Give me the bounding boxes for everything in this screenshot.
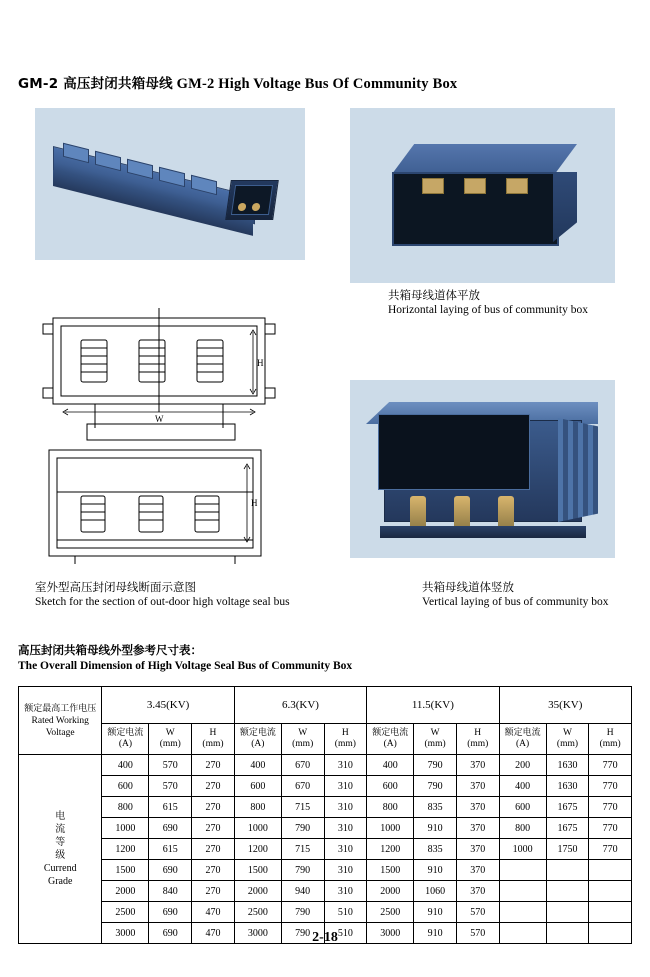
table-subheader-current-3: 额定电流 (A) <box>499 724 546 755</box>
cell: 3000 <box>234 923 281 944</box>
cell <box>546 860 589 881</box>
table-row <box>19 797 632 818</box>
cell: 690 <box>149 818 192 839</box>
table-group-header-0: 3.45(KV) <box>102 687 234 724</box>
cell: 690 <box>149 923 192 944</box>
cell: 270 <box>192 881 235 902</box>
cell: 1200 <box>102 839 149 860</box>
section-drawing-svg <box>35 300 305 570</box>
table-subheader-current-2: 额定电流 (A) <box>367 724 414 755</box>
cell: 310 <box>324 776 367 797</box>
cell <box>499 860 546 881</box>
cell: 370 <box>456 776 499 797</box>
cell: 715 <box>281 839 324 860</box>
cell <box>589 860 632 881</box>
table-row <box>19 881 632 902</box>
cell: 1675 <box>546 797 589 818</box>
cell: 370 <box>456 839 499 860</box>
cell: 1200 <box>367 839 414 860</box>
table-row <box>19 860 632 881</box>
caption-vertical-laying-en: Vertical laying of bus of community box <box>422 596 609 608</box>
table-group-header-3: 35(KV) <box>499 687 631 724</box>
cell: 2500 <box>367 902 414 923</box>
cell: 310 <box>324 818 367 839</box>
drawing-label-w-upper: W <box>155 414 164 424</box>
cell <box>589 881 632 902</box>
community-box-vertical-illustration <box>366 402 598 542</box>
table-row-header-current-grade: 电 流 等 级 Currend Grade <box>19 755 102 944</box>
specification-table <box>18 686 632 944</box>
cell: 270 <box>192 818 235 839</box>
cell: 370 <box>456 881 499 902</box>
cell: 910 <box>414 860 457 881</box>
cell: 1000 <box>499 839 546 860</box>
page-number: 2-18 <box>312 930 338 945</box>
table-row <box>19 776 632 797</box>
caption-section-sketch-cn: 室外型高压封闭母线断面示意图 <box>35 580 196 594</box>
cell: 715 <box>281 797 324 818</box>
cell: 770 <box>589 797 632 818</box>
caption-horizontal-laying-en: Horizontal laying of bus of community box <box>388 304 588 316</box>
cell: 1750 <box>546 839 589 860</box>
cell: 800 <box>102 797 149 818</box>
caption-horizontal-laying-cn: 共箱母线道体平放 <box>388 288 480 302</box>
table-group-header-1: 6.3(KV) <box>234 687 366 724</box>
cell: 400 <box>234 755 281 776</box>
caption-section-sketch <box>35 580 290 610</box>
drawing-label-h-upper: H <box>257 358 264 368</box>
cell: 570 <box>149 755 192 776</box>
cell: 1630 <box>546 776 589 797</box>
cell: 370 <box>456 860 499 881</box>
section-drawing <box>35 300 305 570</box>
table-subheader-h-2: H (mm) <box>456 724 499 755</box>
table-subheader-w-0: W (mm) <box>149 724 192 755</box>
table-heading-cn: 高压封闭共箱母线外型参考尺寸表： <box>18 643 202 657</box>
table-subheader-w-3: W (mm) <box>546 724 589 755</box>
cell: 270 <box>192 755 235 776</box>
cell: 370 <box>456 755 499 776</box>
cell: 600 <box>499 797 546 818</box>
cell: 600 <box>234 776 281 797</box>
cell: 770 <box>589 755 632 776</box>
cell: 270 <box>192 839 235 860</box>
cell: 1500 <box>102 860 149 881</box>
cell: 600 <box>102 776 149 797</box>
community-box-illustration <box>392 144 577 249</box>
cell: 1500 <box>367 860 414 881</box>
cell: 270 <box>192 860 235 881</box>
cell: 2000 <box>102 881 149 902</box>
cell: 800 <box>499 818 546 839</box>
cell: 800 <box>234 797 281 818</box>
photo-community-box-vertical <box>350 380 615 558</box>
cell: 570 <box>456 902 499 923</box>
cell: 790 <box>414 776 457 797</box>
cell: 270 <box>192 776 235 797</box>
cell: 840 <box>149 881 192 902</box>
drawing-label-h-lower: H <box>251 498 258 508</box>
cell: 370 <box>456 818 499 839</box>
cell: 400 <box>367 755 414 776</box>
table-row <box>19 755 632 776</box>
cell: 470 <box>192 923 235 944</box>
cell: 790 <box>281 923 324 944</box>
cell: 1675 <box>546 818 589 839</box>
cell: 2500 <box>102 902 149 923</box>
cell <box>546 881 589 902</box>
table-row <box>19 818 632 839</box>
cell: 1060 <box>414 881 457 902</box>
table-subheader-h-3: H (mm) <box>589 724 632 755</box>
table-subheader-current-0: 额定电流 (A) <box>102 724 149 755</box>
cell <box>499 902 546 923</box>
table-row <box>19 839 632 860</box>
cell: 310 <box>324 839 367 860</box>
cell <box>499 881 546 902</box>
cell: 940 <box>281 881 324 902</box>
cell: 570 <box>149 776 192 797</box>
cell: 400 <box>102 755 149 776</box>
cell: 615 <box>149 797 192 818</box>
cell: 690 <box>149 902 192 923</box>
page-title-cn: GM-2 高压封闭共箱母线 <box>18 76 173 92</box>
cell: 910 <box>414 818 457 839</box>
table-subheader-h-1: H (mm) <box>324 724 367 755</box>
cell: 690 <box>149 860 192 881</box>
cell: 770 <box>589 818 632 839</box>
cell: 1000 <box>102 818 149 839</box>
cell <box>546 902 589 923</box>
cell: 1630 <box>546 755 589 776</box>
cell: 510 <box>324 902 367 923</box>
cell: 310 <box>324 797 367 818</box>
cell: 2000 <box>367 881 414 902</box>
cell: 770 <box>589 839 632 860</box>
cell: 2000 <box>234 881 281 902</box>
photo-bus-duct-long <box>35 108 305 260</box>
cell: 835 <box>414 839 457 860</box>
cell: 800 <box>367 797 414 818</box>
cell: 310 <box>324 881 367 902</box>
table-corner-header-en1: Rated Working <box>31 715 89 726</box>
table-group-header-2: 11.5(KV) <box>367 687 499 724</box>
table-row <box>19 902 632 923</box>
cell: 3000 <box>102 923 149 944</box>
cell: 1000 <box>367 818 414 839</box>
cell: 270 <box>192 797 235 818</box>
cell: 615 <box>149 839 192 860</box>
cell: 570 <box>456 923 499 944</box>
table-heading-en: The Overall Dimension of High Voltage Seal Bus of Community Box <box>18 660 353 672</box>
cell: 790 <box>414 755 457 776</box>
cell: 790 <box>281 818 324 839</box>
page-title <box>18 72 457 93</box>
page-title-en: GM-2 High Voltage Bus Of Community Box <box>176 76 458 92</box>
cell: 470 <box>192 902 235 923</box>
table-subheader-current-1: 额定电流 (A) <box>234 724 281 755</box>
cell: 670 <box>281 776 324 797</box>
cell: 1000 <box>234 818 281 839</box>
cell: 310 <box>324 755 367 776</box>
caption-horizontal-laying <box>388 288 588 318</box>
caption-section-sketch-en: Sketch for the section of out-door high voltage seal bus <box>35 596 290 608</box>
cell: 2500 <box>234 902 281 923</box>
cell: 790 <box>281 902 324 923</box>
table-corner-header-cn: 额定最高工作电压 <box>24 703 97 714</box>
cell <box>589 902 632 923</box>
cell: 770 <box>589 776 632 797</box>
cell: 510 <box>324 923 367 944</box>
cell: 670 <box>281 755 324 776</box>
cell: 835 <box>414 797 457 818</box>
cell: 200 <box>499 755 546 776</box>
table-corner-header <box>19 687 102 755</box>
table-subheader-w-2: W (mm) <box>414 724 457 755</box>
table-subheader-h-0: H (mm) <box>192 724 235 755</box>
table-subheader-w-1: W (mm) <box>281 724 324 755</box>
cell: 600 <box>367 776 414 797</box>
photo-community-box-horizontal <box>350 108 615 283</box>
cell: 310 <box>324 860 367 881</box>
table-heading <box>18 642 352 674</box>
table-corner-header-en2: Voltage <box>45 727 75 738</box>
cell: 1500 <box>234 860 281 881</box>
cell: 1200 <box>234 839 281 860</box>
cell: 370 <box>456 797 499 818</box>
cell: 790 <box>281 860 324 881</box>
bus-duct-illustration <box>53 136 268 228</box>
caption-vertical-laying-cn: 共箱母线道体竖放 <box>422 580 514 594</box>
cell: 910 <box>414 923 457 944</box>
cell: 910 <box>414 902 457 923</box>
caption-vertical-laying <box>422 580 609 610</box>
cell: 400 <box>499 776 546 797</box>
cell: 3000 <box>367 923 414 944</box>
